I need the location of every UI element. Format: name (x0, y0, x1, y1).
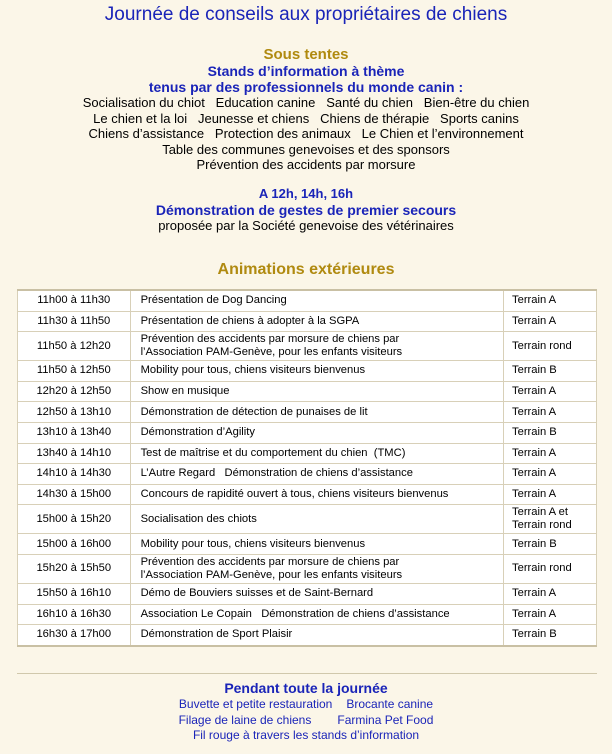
animations-heading: Animations extérieures (217, 261, 395, 278)
tents-line: Table des communes genevoises et des sponsors (162, 141, 450, 157)
tents-section (0, 46, 612, 173)
first-aid-by: proposée par la Société genevoise des vétérinaires (158, 218, 454, 233)
schedule-time: 13h10 à 13h40 (18, 422, 131, 443)
schedule-activity: Présentation de Dog Dancing (130, 290, 503, 311)
schedule-activity: Démonstration de Sport Plaisir (130, 625, 503, 646)
schedule-activity: L’Autre Regard Démonstration de chiens d’assistance (130, 464, 503, 485)
schedule-table (17, 289, 597, 647)
schedule-place: Terrain A (504, 290, 597, 311)
schedule-activity: Show en musique (130, 381, 503, 402)
schedule-row (18, 484, 597, 505)
schedule-place: Terrain A (504, 311, 597, 332)
schedule-place: Terrain B (504, 625, 597, 646)
schedule-place: Terrain A et Terrain rond (504, 505, 597, 534)
schedule-row (18, 464, 597, 485)
schedule-place: Terrain A (504, 443, 597, 464)
first-aid-title: Démonstration de gestes de premier secours (155, 202, 457, 218)
schedule-place: Terrain rond (504, 332, 597, 361)
schedule-place: Terrain B (504, 361, 597, 382)
page-title: Journée de conseils aux propriétaires de chiens (104, 4, 508, 25)
all-day-item: Brocante canine (346, 697, 434, 711)
first-aid-times: A 12h, 14h, 16h (258, 186, 354, 201)
schedule-activity: Démo de Bouviers suisses et de Saint-Bernard (130, 583, 503, 604)
schedule-place: Terrain rond (504, 554, 597, 583)
schedule-activity: Association Le Copain Démonstration de chiens d’assistance (130, 604, 503, 625)
schedule-time: 14h10 à 14h30 (18, 464, 131, 485)
schedule-row (18, 625, 597, 646)
schedule-row (18, 290, 597, 311)
schedule-time: 12h50 à 13h10 (18, 402, 131, 423)
schedule-time: 16h10 à 16h30 (18, 604, 131, 625)
schedule-place: Terrain A (504, 464, 597, 485)
schedule-time: 12h20 à 12h50 (18, 381, 131, 402)
schedule-row (18, 311, 597, 332)
all-day-item: Fil rouge à travers les stands d’information (192, 728, 420, 742)
schedule-time: 11h50 à 12h50 (18, 361, 131, 382)
schedule-time: 15h00 à 16h00 (18, 534, 131, 555)
schedule-place: Terrain A (504, 381, 597, 402)
schedule-row (18, 534, 597, 555)
schedule-row (18, 332, 597, 361)
schedule-row (18, 381, 597, 402)
all-day-section (0, 680, 612, 744)
schedule-row (18, 604, 597, 625)
schedule-time: 11h30 à 11h50 (18, 311, 131, 332)
schedule-place: Terrain A (504, 604, 597, 625)
schedule-time: 13h40 à 14h10 (18, 443, 131, 464)
schedule-row (18, 505, 597, 534)
schedule-time: 11h00 à 11h30 (18, 290, 131, 311)
schedule-time: 14h30 à 15h00 (18, 484, 131, 505)
schedule-place: Terrain B (504, 534, 597, 555)
schedule-row (18, 443, 597, 464)
schedule-activity: Démonstration de détection de punaises de lit (130, 402, 503, 423)
schedule-time: 11h50 à 12h20 (18, 332, 131, 361)
all-day-item: Farmina Pet Food (337, 712, 434, 727)
first-aid-section (0, 186, 612, 234)
schedule-activity: Démonstration d’Agility (130, 422, 503, 443)
schedule-activity: Socialisation des chiots (130, 505, 503, 534)
tents-subheading-1: Stands d’information à thème (207, 63, 405, 79)
schedule-activity: Concours de rapidité ouvert à tous, chiens visiteurs bienvenus (130, 484, 503, 505)
schedule-place: Terrain B (504, 422, 597, 443)
schedule-time: 15h00 à 15h20 (18, 505, 131, 534)
all-day-item: Buvette et petite restauration (178, 697, 333, 711)
schedule-time: 15h20 à 15h50 (18, 554, 131, 583)
schedule-row (18, 583, 597, 604)
tents-line: Prévention des accidents par morsure (196, 157, 416, 173)
schedule-activity: Présentation de chiens à adopter à la SGPA (130, 311, 503, 332)
divider (17, 673, 597, 674)
all-day-heading: Pendant toute la journée (224, 680, 388, 696)
schedule-time: 15h50 à 16h10 (18, 583, 131, 604)
schedule-activity: Mobility pour tous, chiens visiteurs bienvenus (130, 534, 503, 555)
tents-line: Socialisation du chiot Education canine Santé du chien Bien-être du chien (82, 95, 530, 110)
schedule-place: Terrain A (504, 583, 597, 604)
tents-line: Le chien et la loi Jeunesse et chiens Chiens de thérapie Sports canins (93, 110, 519, 126)
schedule-activity: Prévention des accidents par morsure de chiens par l’Association PAM-Genève, pour les enfants visiteurs (130, 332, 503, 361)
schedule-place: Terrain A (504, 402, 597, 423)
schedule-row (18, 402, 597, 423)
schedule-activity: Mobility pour tous, chiens visiteurs bienvenus (130, 361, 503, 382)
tents-subheading-2: tenus par des professionnels du monde canin : (148, 79, 464, 95)
schedule-activity: Test de maîtrise et du comportement du chien (TMC) (130, 443, 503, 464)
schedule-activity: Prévention des accidents par morsure de chiens par l’Association PAM-Genève, pour les enfants visiteurs (130, 554, 503, 583)
tents-line: Chiens d’assistance Protection des animaux Le Chien et l’environnement (88, 126, 524, 142)
schedule-row (18, 422, 597, 443)
tents-heading: Sous tentes (263, 46, 349, 63)
schedule-time: 16h30 à 17h00 (18, 625, 131, 646)
all-day-item: Filage de laine de chiens (178, 712, 312, 727)
schedule-place: Terrain A (504, 484, 597, 505)
schedule-row (18, 554, 597, 583)
schedule-row (18, 361, 597, 382)
